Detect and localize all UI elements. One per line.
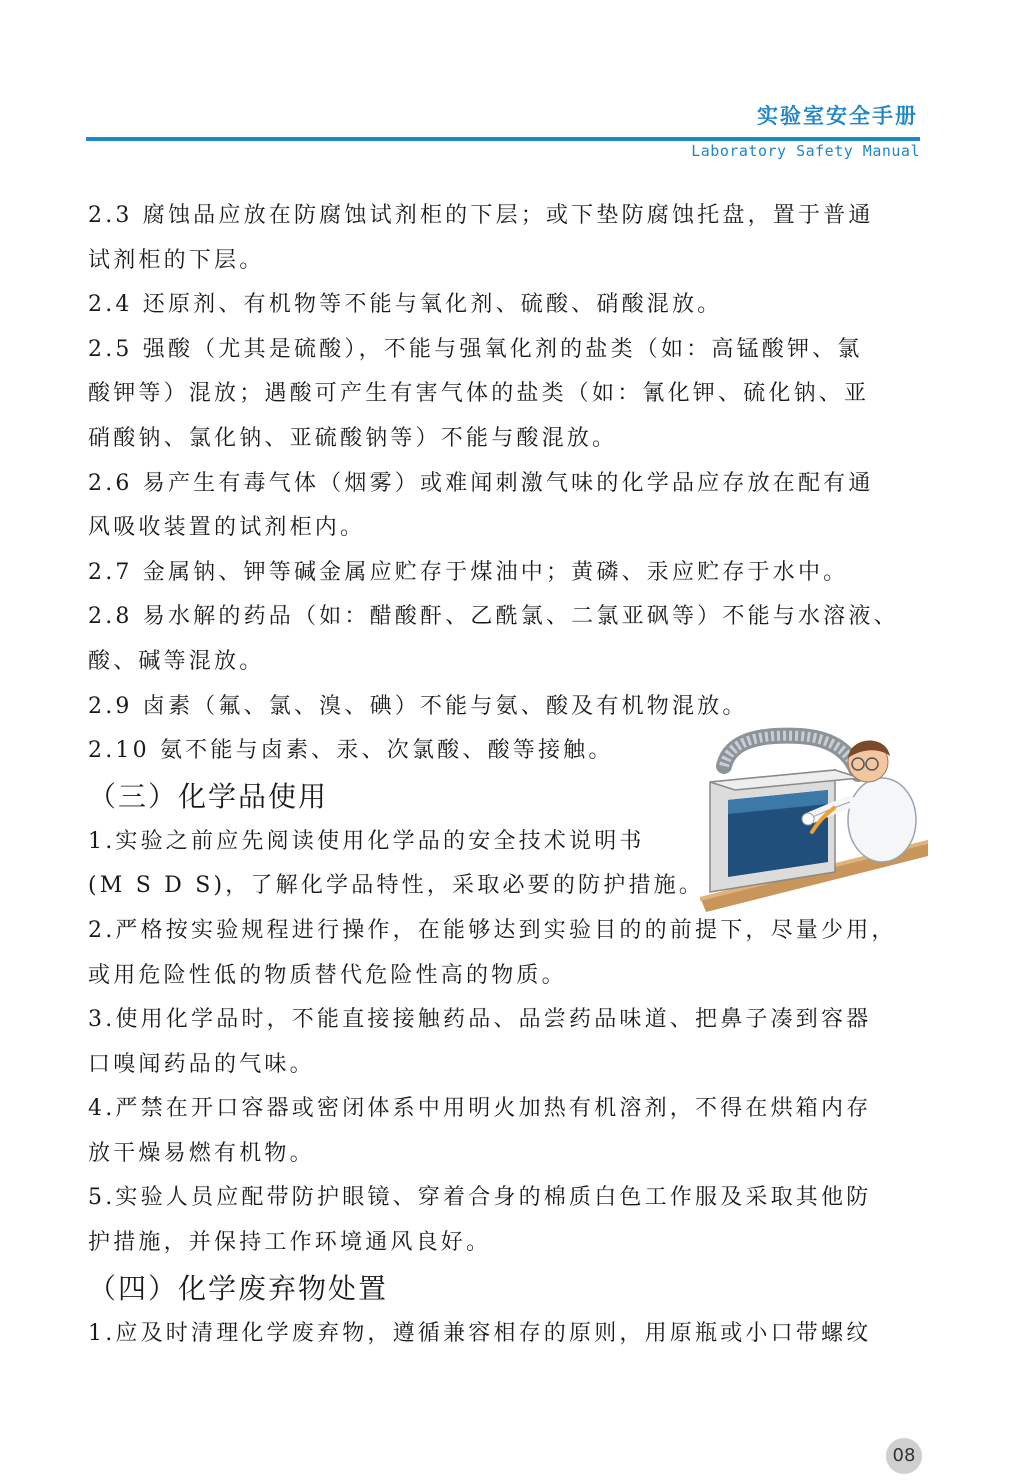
text-line: 酸钾等）混放；遇酸可产生有害气体的盐类（如：氰化钾、硫化钠、亚	[88, 381, 870, 407]
text-line: 风吸收装置的试剂柜内。	[88, 515, 366, 541]
header-title-en: Laboratory Safety Manual	[691, 142, 920, 160]
text-line: 2.5 强酸（尤其是硫酸），不能与强氧化剂的盐类（如：高锰酸钾、氯	[88, 336, 863, 362]
text-line: 酸、碱等混放。	[88, 648, 265, 674]
text-line: 2.6 易产生有毒气体（烟雾）或难闻刺激气味的化学品应存放在配有通	[88, 470, 874, 496]
text-line: 试剂柜的下层。	[88, 247, 265, 273]
text-line: 2.4 还原剂、有机物等不能与氧化剂、硫酸、硝酸混放。	[88, 292, 723, 318]
text-line: 硝酸钠、氯化钠、亚硫酸钠等）不能与酸混放。	[88, 425, 618, 451]
header-title-cn: 实验室安全手册	[757, 104, 918, 128]
fume-hood-illustration	[700, 722, 928, 912]
text-line: 3.使用化学品时，不能直接接触药品、品尝药品味道、把鼻子凑到容器	[88, 1007, 872, 1033]
text-line: 2.10 氨不能与卤素、汞、次氯酸、酸等接触。	[88, 738, 614, 764]
text-line: 2.严格按实验规程进行操作，在能够达到实验目的的前提下，尽量少用，	[88, 917, 897, 943]
text-line: 护措施，并保持工作环境通风良好。	[88, 1230, 492, 1256]
text-line: 1.实验之前应先阅读使用化学品的安全技术说明书	[88, 828, 645, 854]
text-line: 或用危险性低的物质替代危险性高的物质。	[88, 962, 567, 988]
page-number: 08	[886, 1438, 922, 1474]
text-line: 2.7 金属钠、钾等碱金属应贮存于煤油中；黄磷、汞应贮存于水中。	[88, 559, 849, 585]
text-line: 口嗅闻药品的气味。	[88, 1051, 315, 1077]
text-line: 2.3 腐蚀品应放在防腐蚀试剂柜的下层；或下垫防腐蚀托盘，置于普通	[88, 203, 874, 228]
header-rule	[86, 137, 920, 141]
text-line: 放干燥易燃有机物。	[88, 1140, 315, 1166]
text-line: 5.实验人员应配带防护眼镜、穿着合身的棉质白色工作服及采取其他防	[88, 1185, 872, 1211]
text-line: 2.9 卤素（氟、氯、溴、碘）不能与氨、酸及有机物混放。	[88, 693, 748, 719]
text-line: (M S D S)，了解化学品特性，采取必要的防护措施。	[88, 873, 705, 899]
text-line: 1.应及时清理化学废弃物，遵循兼容相存的原则，用原瓶或小口带螺纹	[88, 1320, 872, 1346]
section-heading-4: （四）化学废弃物处置	[88, 1271, 389, 1305]
text-line: 4.严禁在开口容器或密闭体系中用明火加热有机溶剂，不得在烘箱内存	[88, 1096, 872, 1122]
text-line: 2.8 易水解的药品（如：醋酸酐、乙酰氯、二氯亚砜等）不能与水溶液、	[88, 604, 899, 630]
section-heading-3: （三）化学品使用	[88, 779, 329, 813]
